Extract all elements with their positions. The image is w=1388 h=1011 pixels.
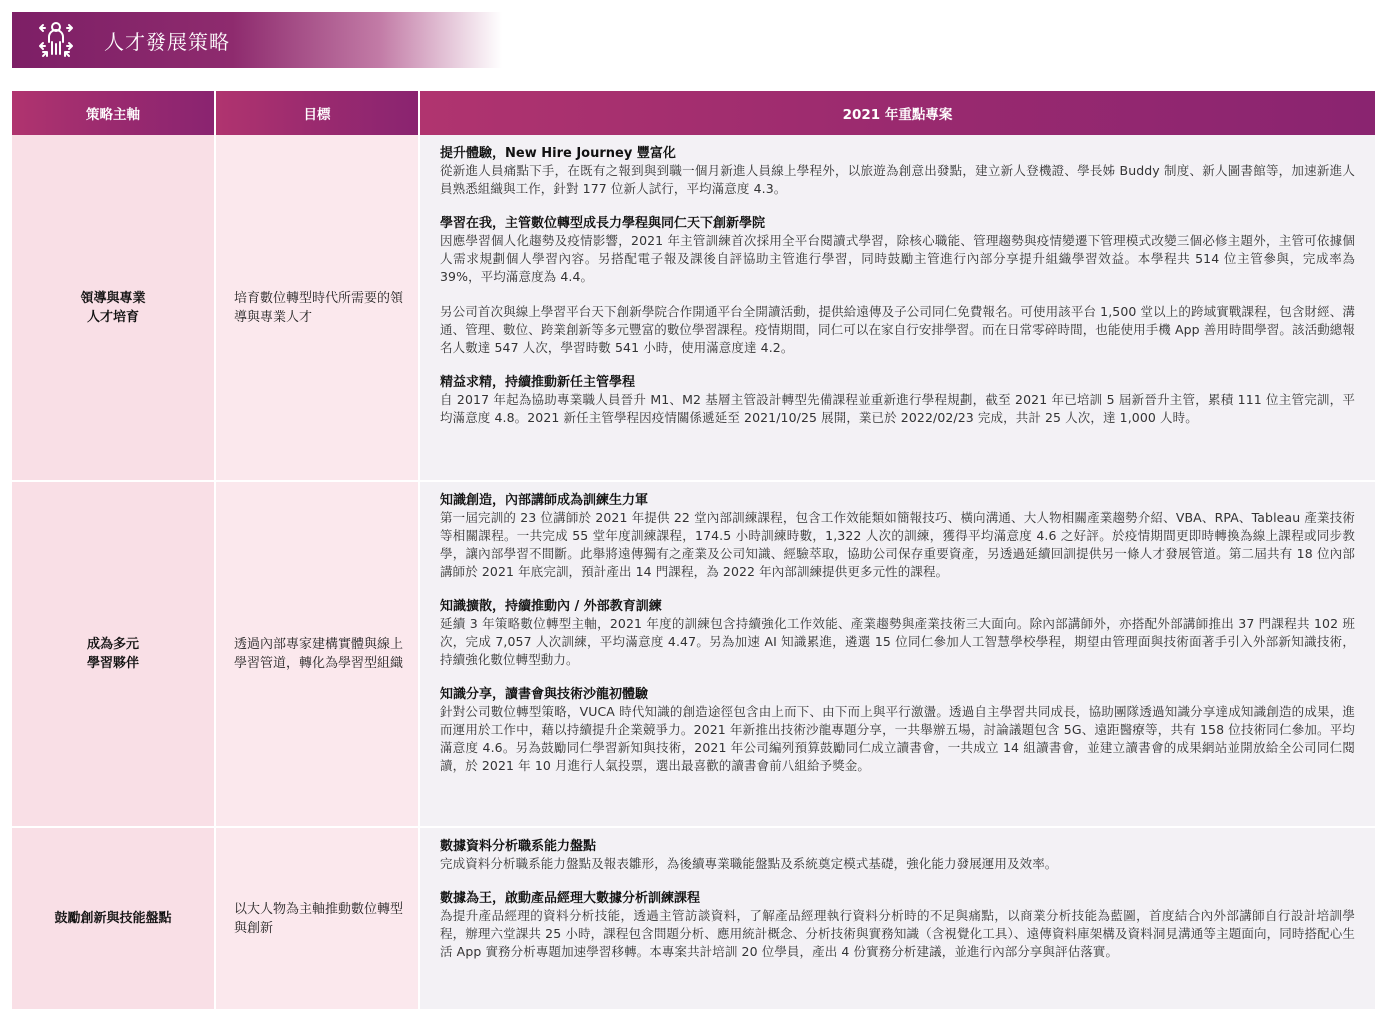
project-description: 為提升產品經理的資料分析技能，透過主管訪談資料，了解產品經理執行資料分析時的不足與痛點，以商業分析技能為藍圖，首度結合內外部講師自行設計培訓學程，辦理六堂課共 25 小時，課程包含問題分析、應用統計概念、分析技術與實務知識（含視覺化工具）、遠傳資料庫架構及資料洞見溝通等主題面向，同時搭配心生活 App 實務分析專題加速學習移轉。本專案共計培訓 20 位學員，產出 4 份實務分析建議，並進行內部分享與評估落實。 bbox=[440, 908, 1355, 959]
project-item bbox=[440, 492, 1355, 581]
column-header-goal: 目標 bbox=[215, 91, 419, 135]
project-description: 因應學習個人化趨勢及疫情影響，2021 年主管訓練首次採用全平台閱讀式學習，除核心職能、管理趨勢與疫情變遷下管理模式改變三個必修主題外，主管可依據個人需求規劃個人學習內容。另搭配電子報及課後自評協助主管進行學習，同時鼓勵主管進行內部分享提升組織學習效益。本學程共 514 位主管參與，完成率為 39%，平均滿意度為 4.4。 bbox=[440, 233, 1355, 284]
goal-cell bbox=[215, 827, 419, 1010]
table-row bbox=[12, 481, 1375, 827]
project-description: 自 2017 年起為協助專業職人員晉升 M1、M2 基層主管設計轉型先備課程並重新進行學程規劃，截至 2021 年已培訓 5 屆新晉升主管，累積 111 位主管完訓，平均滿意度 4.8。2021 新任主管學程因疫情關係遞延至 2021/10/25 展開，業已於 2022/02/23 完成，共計 25 人次，達 1,000 人時。 bbox=[440, 392, 1355, 425]
project-title: 學習在我，主管數位轉型成長力學程與同仁天下創新學院 bbox=[440, 216, 766, 231]
project-item bbox=[440, 686, 1355, 775]
project-description: 從新進人員痛點下手，在既有之報到與到職一個月新進人員線上學程外，以旅遊為創意出發點，建立新人登機證、學長姊 Buddy 制度、新人圖書館等，加速新進人員熟悉組織與工作，針對 177 位新人試行，平均滿意度 4.3。 bbox=[440, 163, 1355, 196]
project-description: 針對公司數位轉型策略，VUCA 時代知識的創造途徑包含由上而下、由下而上與平行激盪。透過自主學習共同成長，協助團隊透過知識分享達成知識創造的成果，進而運用於工作中，藉以持續提升企業競爭力。2021 年新推出技術沙龍專題分享，一共舉辦五場，討論議題包含 5G、遠距醫療等，共有 158 位技術同仁參加。平均滿意度 4.6。另為鼓勵同仁學習新知與技術，2021 年公司編列預算鼓勵同仁成立讀書會，一共成立 14 組讀書會，並建立讀書會的成果網站並開放給全公司同仁閱讀，於 2021 年 10 月進行人氣投票，選出最喜歡的讀書會前八組給予獎金。 bbox=[440, 704, 1355, 773]
strategy-axis-label: 領導與專業 人才培育 bbox=[80, 290, 146, 325]
strategy-axis-cell bbox=[12, 135, 215, 481]
column-header-axis: 策略主軸 bbox=[12, 91, 215, 135]
project-description: 完成資料分析職系能力盤點及報表雛形，為後續專業職能盤點及系統奠定模式基礎，強化能力發展運用及效率。 bbox=[440, 856, 1058, 871]
table-row bbox=[12, 135, 1375, 481]
projects-cell bbox=[419, 135, 1375, 481]
project-title: 數據資料分析職系能力盤點 bbox=[440, 839, 597, 854]
project-title: 知識創造，內部講師成為訓練生力軍 bbox=[440, 493, 649, 508]
project-title: 精益求精，持續推動新任主管學程 bbox=[440, 375, 636, 390]
people-network-icon bbox=[32, 16, 80, 64]
projects-cell bbox=[419, 827, 1375, 1010]
project-item bbox=[440, 598, 1355, 669]
table-row bbox=[12, 827, 1375, 1010]
project-item bbox=[440, 890, 1355, 961]
project-item bbox=[440, 374, 1355, 427]
column-header-projects: 2021 年重點專案 bbox=[419, 91, 1375, 135]
page-title: 人才發展策略 bbox=[104, 29, 230, 54]
goal-text: 透過內部專家建構實體與線上學習管道，轉化為學習型組織 bbox=[234, 637, 404, 671]
strategy-axis-label: 鼓勵創新與技能盤點 bbox=[54, 911, 172, 926]
table-header-row bbox=[12, 91, 1375, 135]
project-description: 第一屆完訓的 23 位講師於 2021 年提供 22 堂內部訓練課程，包含工作效能類如簡報技巧、橫向溝通、大人物相關產業趨勢介紹、VBA、RPA、Tableau 產業技術等相關課程。一共完成 55 堂年度訓練課程，174.5 小時訓練時數，1,322 人次的訓練，獲得平均滿意度 4.6 之好評。於疫情期間更即時轉換為線上課程或同步教學，讓內部學習不間斷。此舉將遠傳獨有之產業及公司知識、經驗萃取，協助公司保存重要資產，另透過延續回訓提供另一條人才發展管道。第二屆共有 18 位內部講師於 2021 年底完訓，預計產出 14 門課程，為 2022 年內部訓練提供更多元性的課程。 bbox=[440, 510, 1355, 579]
strategy-axis-cell bbox=[12, 827, 215, 1010]
project-title: 知識分享，讀書會與技術沙龍初體驗 bbox=[440, 687, 649, 702]
goal-cell bbox=[215, 481, 419, 827]
goal-text: 以大人物為主軸推動數位轉型與創新 bbox=[234, 901, 404, 936]
project-title: 知識擴散，持續推動內 / 外部教育訓練 bbox=[440, 599, 662, 614]
project-description: 延續 3 年策略數位轉型主軸，2021 年度的訓練包含持續強化工作效能、產業趨勢與產業技術三大面向。除內部講師外，亦搭配外部講師推出 37 門課程共 102 班次，完成 7,057 人次訓練，平均滿意度 4.47。另為加速 AI 知識累進，遴選 15 位同仁參加人工智慧學校學程，期望由管理面與技術面著手引入外部新知識技術，持續強化數位轉型動力。 bbox=[440, 616, 1355, 667]
project-title: 提升體驗，New Hire Journey 豐富化 bbox=[440, 146, 676, 161]
project-description: 另公司首次與線上學習平台天下創新學院合作開通平台全開讀活動，提供給遠傳及子公司同仁免費報名。可使用該平台 1,500 堂以上的跨域實戰課程，包含財經、溝通、管理、數位、跨業創新等多元豐富的數位學習課程。疫情期間，同仁可以在家自行安排學習。而在日常零碎時間，也能使用手機 App 善用時間學習。該活動總報名人數達 547 人次，學習時數 541 小時，使用滿意度達 4.2。 bbox=[440, 304, 1355, 355]
goal-cell bbox=[215, 135, 419, 481]
project-item bbox=[440, 838, 1355, 873]
strategy-table bbox=[12, 91, 1375, 1011]
strategy-axis-cell bbox=[12, 481, 215, 827]
project-item bbox=[440, 215, 1355, 357]
projects-cell bbox=[419, 481, 1375, 827]
project-item bbox=[440, 145, 1355, 198]
page-header-banner bbox=[12, 12, 502, 68]
strategy-axis-label: 成為多元 學習夥伴 bbox=[86, 637, 139, 671]
project-title: 數據為王，啟動產品經理大數據分析訓練課程 bbox=[440, 891, 701, 906]
goal-text: 培育數位轉型時代所需要的領導與專業人才 bbox=[234, 290, 404, 325]
